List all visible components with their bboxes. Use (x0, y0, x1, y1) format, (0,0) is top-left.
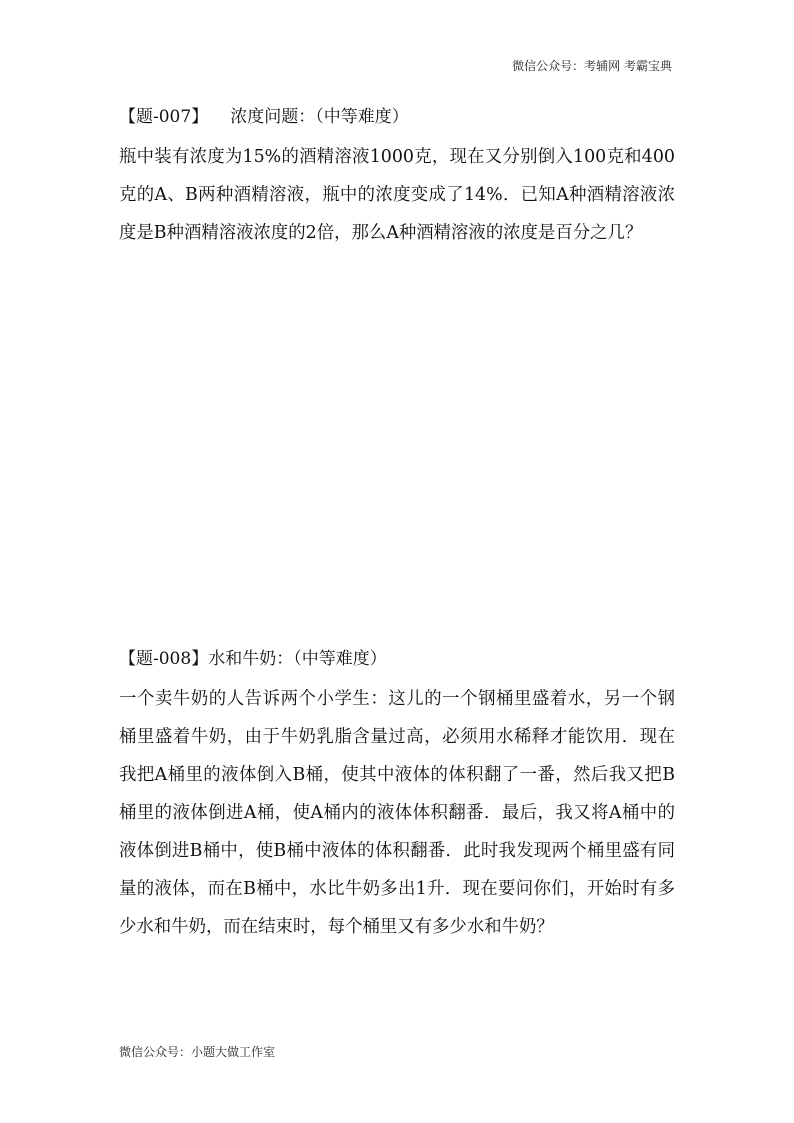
problem-008 (119, 646, 675, 946)
problem-topic: 水和牛奶：（中等难度） (208, 649, 387, 669)
problem-title (119, 646, 675, 672)
problem-label: 【题-007】 (119, 107, 209, 127)
problem-body: 瓶中装有浓度为15%的酒精溶液1000克，现在又分别倒入100克和400克的A、B两种酒精溶液，瓶中的浓度变成了14%．已知A种酒精溶液浓度是B种酒精溶液浓度的2倍，那么A种酒精溶液的浓度是百分之几？ (119, 147, 675, 243)
problem-title (119, 104, 675, 130)
header-account-text: 微信公众号：考辅网 考霸宝典 (512, 59, 672, 73)
problem-topic: 浓度问题：（中等难度） (230, 107, 409, 127)
problem-label: 【题-008】 (119, 649, 209, 669)
problem-007 (119, 104, 675, 252)
problem-body: 一个卖牛奶的人告诉两个小学生：这儿的一个钢桶里盛着水，另一个钢桶里盛着牛奶，由于牛奶乳脂含量过高，必须用水稀释才能饮用．现在我把A桶里的液体倒入B桶，使其中液体的体积翻了一番，然后我又把B桶里的液体倒进A桶，使A桶内的液体体积翻番．最后，我又将A桶中的液体倒进B桶中，使B桶中液体的体积翻番．此时我发现两个桶里盛有同量的液体，而在B桶中，水比牛奶多出1升．现在要问你们，开始时有多少水和牛奶，而在结束时，每个桶里又有多少水和牛奶？ (119, 689, 675, 937)
footer-account-text: 微信公众号：小题大做工作室 (119, 1045, 276, 1059)
